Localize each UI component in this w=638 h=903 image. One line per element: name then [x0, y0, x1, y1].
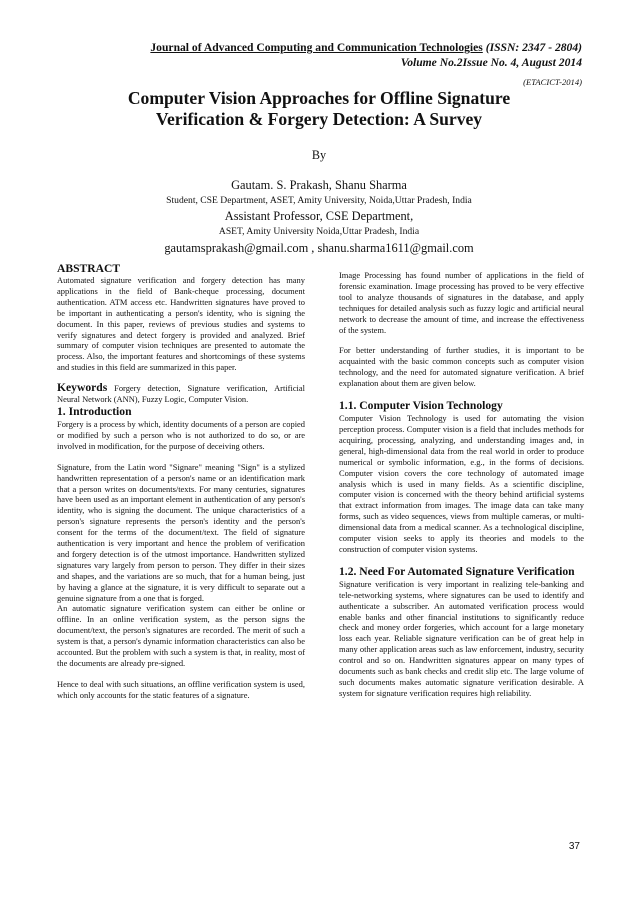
- paper-title-line-1: Computer Vision Approaches for Offline Signature: [127, 88, 511, 108]
- section-1-2-heading: 1.2. Need For Automated Signature Verification: [339, 564, 575, 578]
- affiliation-1: Student, CSE Department, ASET, Amity University, Noida,Uttar Pradesh, India: [166, 195, 472, 206]
- introduction-heading: 1. Introduction: [57, 404, 132, 418]
- author-emails: gautamsprakash@gmail.com , shanu.sharma1611@gmail.com: [164, 241, 474, 255]
- section-1-1-text: Computer Vision Technology is used for automating the vision perception process. Computer vision is a field that includes methods for acquiring, processing, analyzing, and understanding images and, in general, high-dimensional data from the real world in order to produce numerical or symbolic information, e.g., in the forms of decisions. Computer vision covers the core technology of automated image analysis which is used in many fields. As a scientific discipline, computer vision is concerned with the theory behind artificial systems that extract information from images. The image data can take many forms, such as video sequences, views from multiple cameras, or multi-dimensional data from a medical scanner. As a technological discipline, computer vision seeks to apply its theories and models to the construction of computer vision systems.: [339, 413, 584, 554]
- keywords-label: Keywords: [57, 381, 108, 395]
- paper-title-line-2: Verification & Forgery Detection: A Survey: [155, 109, 483, 129]
- journal-issn: (ISSN: 2347 - 2804): [485, 41, 582, 54]
- abstract-text: Automated signature verification and forgery detection has many applications in the field of Bank-cheque processing, document authentication. ATM access etc. Handwritten signatures have proved to be important in authenticating a person's identity, who is signing the document. In this paper, reviews of previous studies and systems to verify signatures and detect forgery is provided and analyzed. Brief summary of computer vision techniques are presented to automate the process. Also, the important features and shortcomings of these systems and studies in this field are summarized in this paper.: [57, 275, 305, 373]
- paper-title: [40, 88, 598, 130]
- affiliation-3: ASET, Amity University Noida,Uttar Pradesh, India: [218, 226, 420, 237]
- journal-title: Journal of Advanced Computing and Communication Technologies: [150, 41, 483, 54]
- section-1-2-text: Signature verification is very important in realizing tele-banking and tele-networking systems, where signatures can be used to identify and authenticate a subscriber. An automated verification process would enable banks and other financial institutions to significantly reduce check and money order forgeries, which account for a large monetary loss each year. Reliable signature verification can be of great help in many other application areas such as law enforcement, industry, security control and so on. Handwritten signatures appear on many types of documents such as bank checks and credit slip etc. The large volume of such documents makes automatic signature verification desirable. A system for signature verification requires high reliability.: [339, 578, 584, 698]
- right-paragraph-2: For better understanding of further studies, it is important to be acquainted with the basic common concepts such as computer vision technology, and the need for automated signature verification. A brief explanation about them are given below.: [339, 345, 584, 389]
- introduction-paragraph-4: Hence to deal with such situations, an offline verification system is used, which only accounts for the static features of a signature.: [57, 678, 305, 700]
- affiliation-2: Assistant Professor, CSE Department,: [224, 209, 414, 223]
- introduction-paragraph-2: Signature, from the Latin word "Signare" meaning "Sign" is a stylized handwritten representation of a person's name or an identification mark that a person writes on documents/texts. For many centuries, signatures have been used as an important element in authentication of any person's identity, who is signing the document. The unique characteristics of a person's signature represents the person's identity and the person's consent for the terms of the document/text. The field of signature authentication is very important and hence the problem of verification and forgery detection is of the utmost importance. Handwritten stylized signatures vary largely from person to person. They differ in their sizes and shapes, and the variations are so much, that for a human being, just by having a glance at the signature, it is very difficult to separate out a genuine signature from a one that is forged.: [57, 461, 305, 603]
- conference-label: (ETACICT-2014): [523, 77, 582, 87]
- journal-volume: Volume No.2Issue No. 4, August 2014: [400, 56, 582, 69]
- section-1-1-heading: 1.1. Computer Vision Technology: [339, 399, 503, 413]
- keywords: [57, 383, 305, 405]
- page-number: 37: [568, 841, 580, 852]
- introduction-paragraph-3: An automatic signature verification system can either be online or offline. In an online verification system, as the person signs the document/text, the person's signatures are recorded. The merit of such a system is that, a person's dynamic information characteristics can also be accounted. But the problem with such a system is that, in reality, most of the documents are already pre-signed.: [57, 603, 305, 668]
- abstract-heading: ABSTRACT: [57, 262, 121, 275]
- left-column: [57, 262, 305, 701]
- introduction-paragraph-1: Forgery is a process by which, identity documents of a person are copied or modified by such a person who is not authorized to do so, or are involved in modification, for the purpose of deceiving others.: [57, 418, 305, 451]
- keywords-text: Forgery detection, Signature verification, Artificial Neural Network (ANN), Fuzzy Logic, Computer Vision.: [57, 383, 305, 405]
- journal-header: [60, 40, 582, 88]
- right-column: [339, 270, 584, 699]
- authors: Gautam. S. Prakash, Shanu Sharma: [231, 178, 407, 192]
- right-paragraph-1: Image Processing has found number of applications in the field of forensic examination. Image processing has proved to be very effective tool to analyze thousands of signatures in the database, and apply techniques for detailed analysis such as fuzzy logic and artificial neural network to decrease the amount of time, and increase the effectiveness of the system.: [339, 270, 584, 335]
- by-label: By: [311, 148, 327, 162]
- journal-line: [60, 40, 582, 55]
